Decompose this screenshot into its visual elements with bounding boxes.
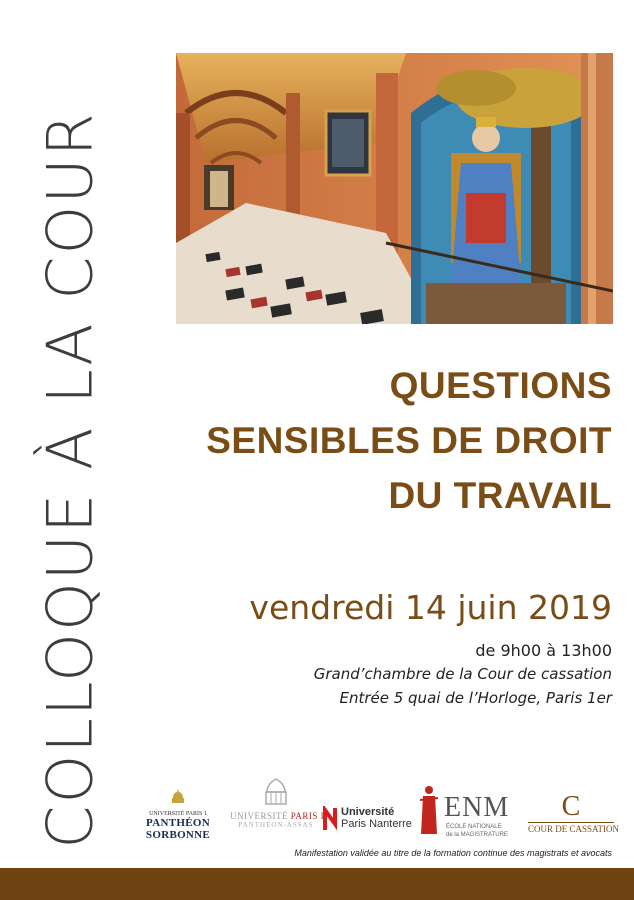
- title-line: QUESTIONS: [389, 365, 612, 406]
- title-line: DU TRAVAIL: [388, 475, 612, 516]
- nanterre-line-2: Paris Nanterre: [341, 818, 412, 830]
- enm-sub-1: ÉCOLE NATIONALE: [446, 824, 502, 830]
- event-title: [192, 358, 612, 523]
- bottom-bar: [0, 868, 634, 900]
- cour-de-cassation-logo: [528, 791, 620, 834]
- paris1-name: PANTHÉON SORBONNE: [145, 817, 211, 841]
- paris2-red: PARIS II: [290, 811, 328, 821]
- vertical-title: COLLOQUE À LA COUR: [33, 111, 107, 849]
- pantheon-icon: [263, 778, 289, 806]
- partner-logos: [130, 778, 620, 858]
- pantheon-sorbonne-logo: [130, 788, 226, 841]
- dome-icon: [171, 788, 185, 804]
- paris1-small: UNIVERSITÉ PARIS 1: [149, 811, 207, 817]
- event-time: de 9h00 à 13h00: [475, 641, 612, 660]
- title-line: SENSIBLES DE DROIT: [206, 420, 612, 461]
- enm-text: ENM: [444, 792, 510, 823]
- enm-figure-icon: [418, 784, 440, 836]
- validation-note: Manifestation validée au titre de la formation continue des magistrats et avocats: [294, 848, 612, 858]
- paris2-u: UNIVERSITÉ: [230, 811, 288, 821]
- nanterre-mark-icon: [323, 806, 341, 832]
- nanterre-line-1: Université: [341, 806, 395, 818]
- hero-photo: [176, 53, 613, 324]
- enm-sub-2: de la MAGISTRATURE: [446, 832, 508, 838]
- cc-monogram: C: [561, 791, 581, 822]
- event-date: vendredi 14 juin 2019: [249, 588, 612, 627]
- paris2-sub: PANTHÉON-ASSAS: [238, 821, 314, 829]
- event-venue: Grand’chambre de la Cour de cassation: [313, 665, 612, 683]
- event-address: Entrée 5 quai de l’Horloge, Paris 1er: [339, 689, 612, 707]
- pantheon-assas-logo: [230, 778, 328, 829]
- cc-name: COUR DE CASSATION: [528, 824, 620, 834]
